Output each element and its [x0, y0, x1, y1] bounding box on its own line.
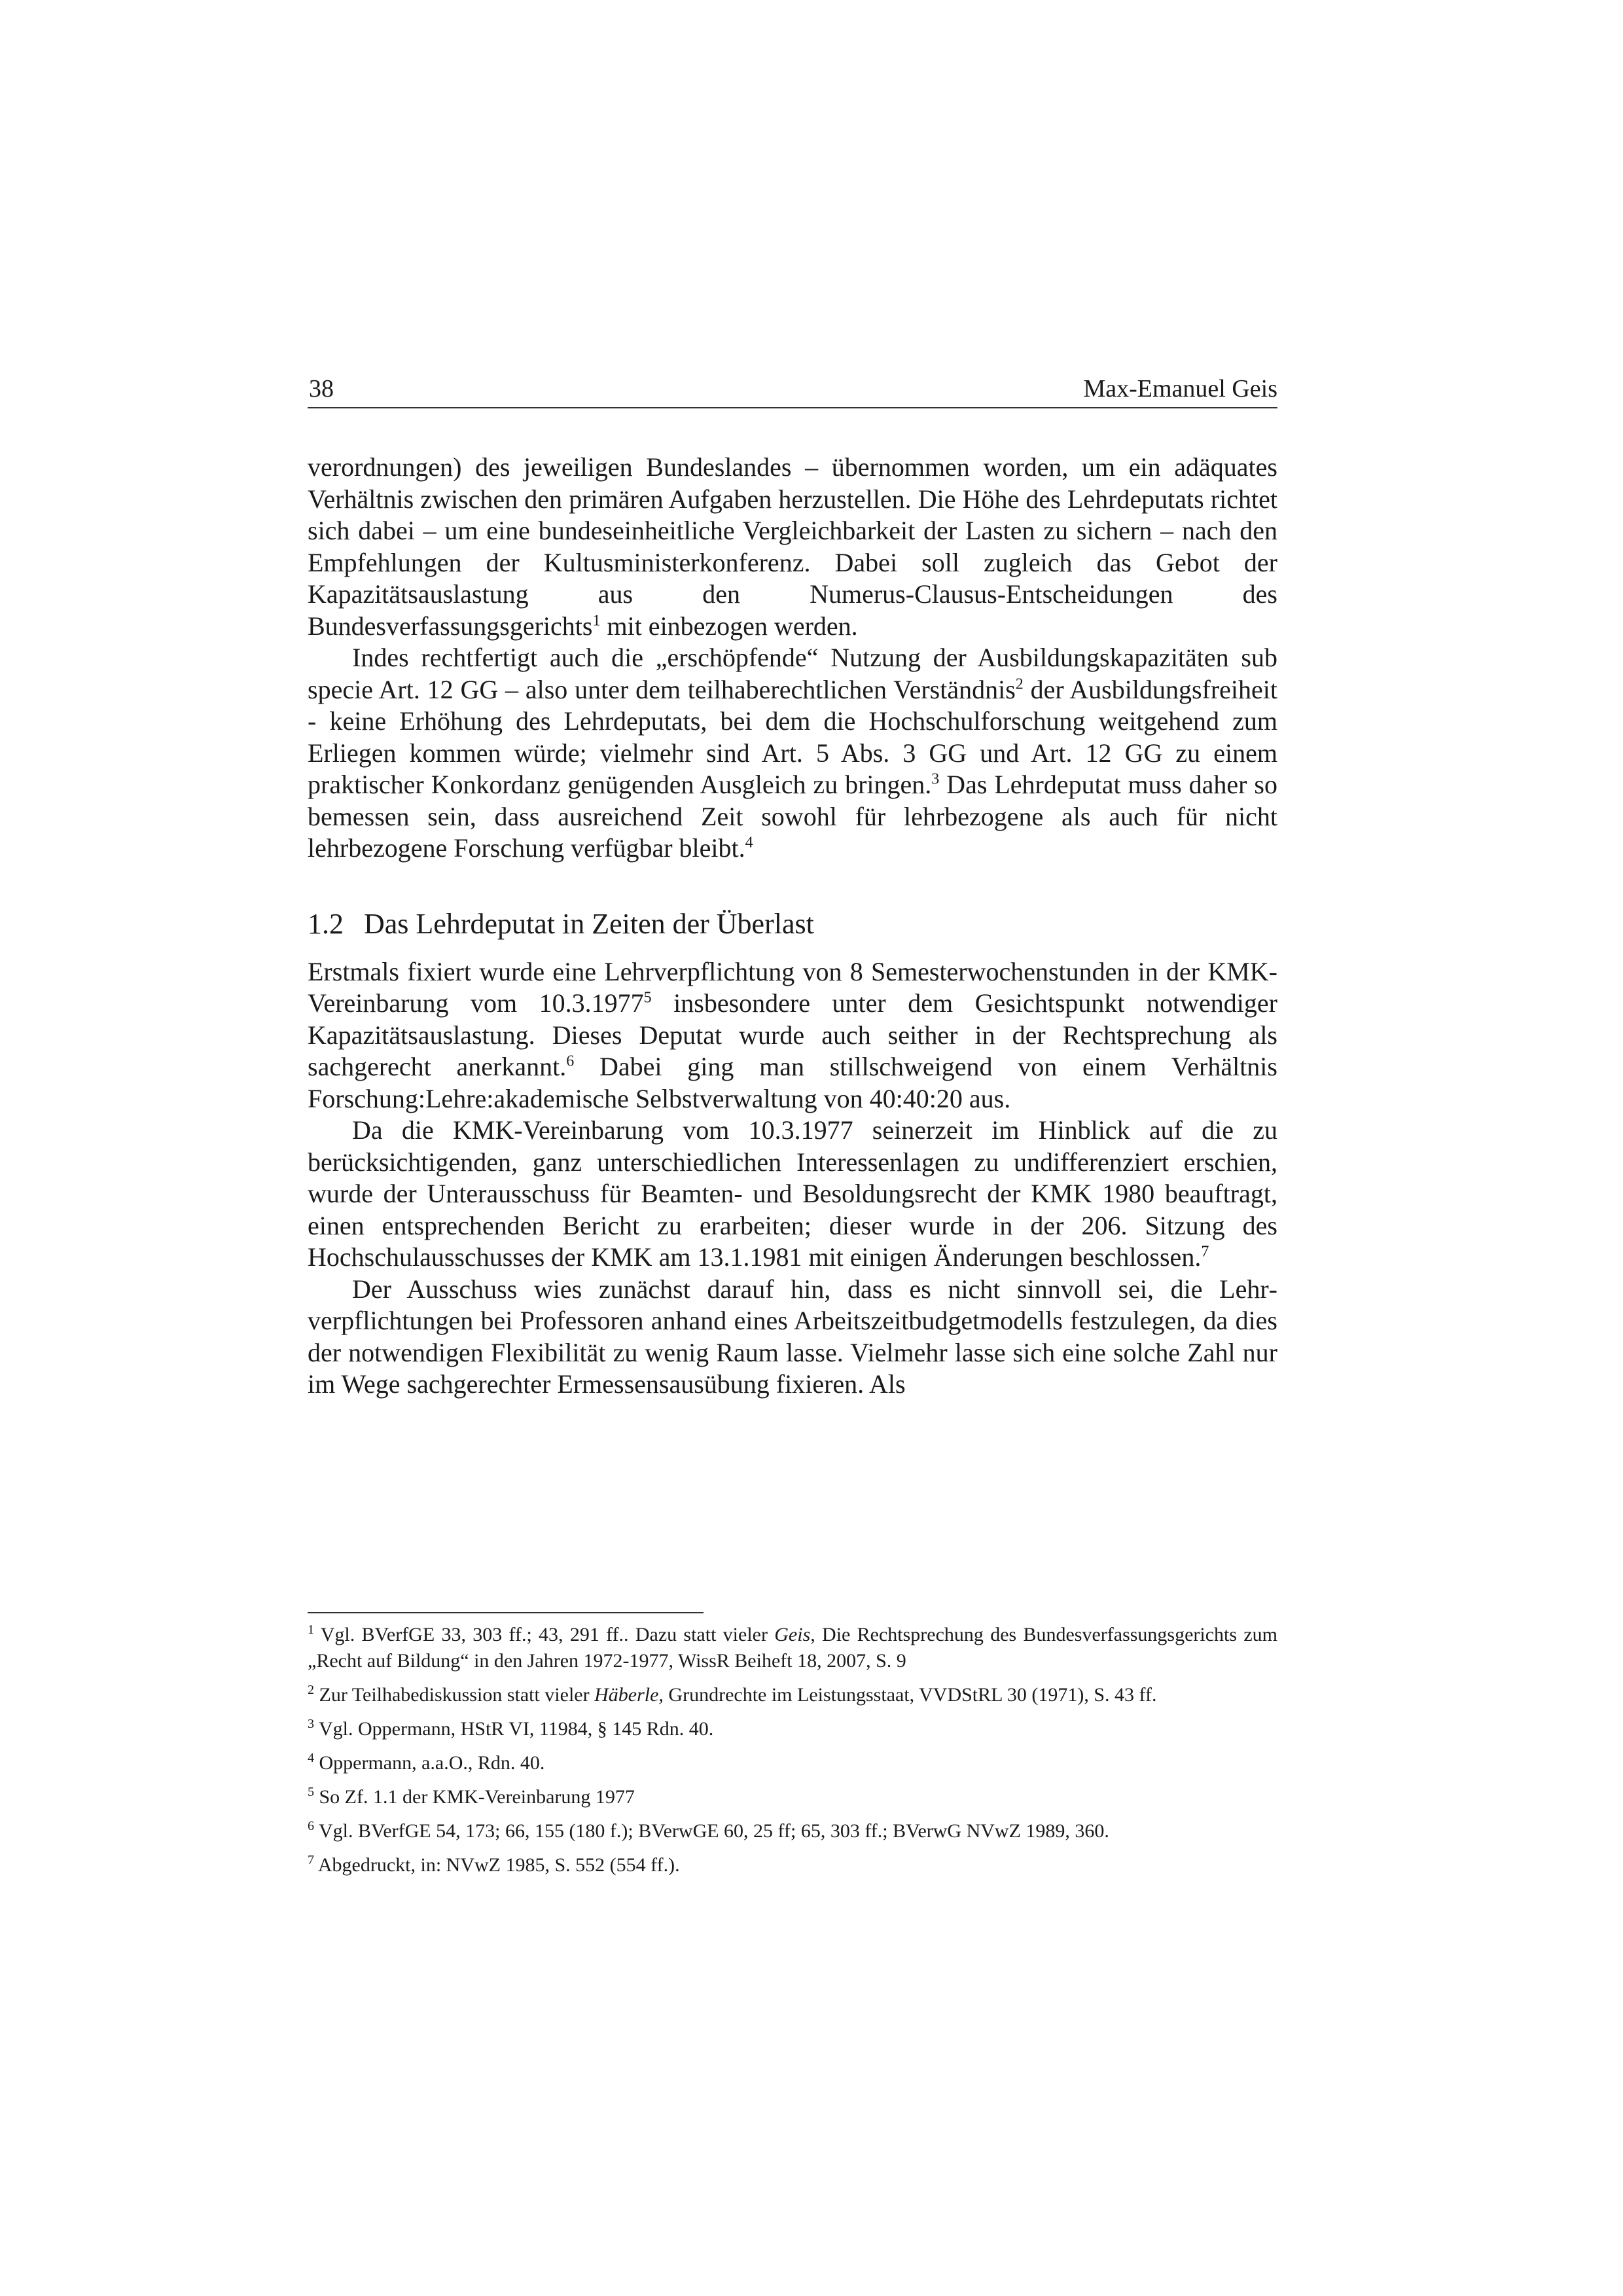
footnote-number: 2	[308, 1683, 314, 1697]
paragraph-2-text-c: Das Lehrdeputat muss daher so bemessen sein, dass ausreichend Zeit sowohl für lehrbezogene als auch für nicht lehrbezogene Forschung verfügbar bleibt.	[308, 770, 1277, 863]
footnote-number: 7	[308, 1853, 314, 1867]
footnote-number: 1	[308, 1623, 314, 1637]
paragraph-2-text-b: der Ausbildungsfreiheit - keine Erhöhung des Lehrdeputats, bei dem die Hochschulforschung weitgehend zum Erliegen kommen würde; vielmehr sind Art. 5 Abs. 3 GG und Art. 12 GG zu einem praktischer Konkordanz genügenden Ausgleich zu bringen.	[308, 674, 1277, 799]
footnote-divider	[308, 1612, 704, 1613]
footnote-emphasis: Geis	[774, 1624, 811, 1645]
section-heading	[308, 906, 1277, 942]
footnote-ref-6: 6	[566, 1052, 575, 1070]
paragraph-2-text-a: Indes rechtfertigt auch die „erschöpfende“ Nutzung der Ausbildungskapazitäten sub specie Art. 12 GG – also unter dem teilhaberechtlichen Verständnis	[308, 643, 1277, 704]
paragraph-5-text-a: Der Ausschuss wies zunächst darauf hin, dass es nicht sinnvoll sei, die Lehrverpflichtungen bei Professoren anhand eines Arbeitszeitbudgetmodells festzulegen, da dies der notwendigen Flexibilität zu wenig Raum lasse. Vielmehr lasse sich eine solche Zahl nur im Wege sachgerechter Ermessensausübung fixieren. Als	[308, 1274, 1277, 1399]
paragraph-3-text-a: Erstmals fixiert wurde eine Lehrverpflichtung von 8 Semesterwochenstunden in der KMK-Vereinbarung vom 10.3.1977	[308, 956, 1277, 1018]
paragraph-1	[308, 452, 1277, 642]
footnote-text: Oppermann, a.a.O., Rdn. 40.	[319, 1752, 545, 1774]
footnote	[308, 1750, 1277, 1776]
running-header	[308, 370, 1277, 408]
footnote	[308, 1716, 1277, 1742]
footnote-text: Grundrechte im Leistungsstaat, VVDStRL 30 (1971), S. 43 ff.	[663, 1684, 1157, 1706]
footnote-text: Abgedruckt, in: NVwZ 1985, S. 552 (554 ff.).	[317, 1854, 680, 1876]
footnote-text: So Zf. 1.1 der KMK-Vereinbarung 1977	[319, 1786, 635, 1808]
document-page	[308, 0, 1277, 2296]
footnote-text: , Die Rechtsprechung des Bundesverfassungsgerichts zum „Recht auf Bildung“ in den Jahren 1972-1977, WissR Beiheft 18, 2007, S. 9	[308, 1624, 1277, 1672]
paragraph-3-text-b: insbesondere unter dem Gesichtspunkt notwendiger Kapazitätsauslastung. Dieses Deputat wurde auch seither in der Rechtsprechung als sachgerecht anerkannt.	[308, 988, 1277, 1081]
footnote-ref-3: 3	[931, 770, 940, 788]
paragraph-1-text-b: mit einbezogen werden.	[600, 611, 858, 641]
paragraph-1-text-a: verordnungen) des jeweiligen Bundeslandes – übernommen worden, um ein adäquates Verhältnis zwischen den primären Aufgaben herzustellen. Die Höhe des Lehrdeputats richtet sich dabei – um eine bundeseinheitliche Vergleichbarkeit der Lasten zu sichern – nach den Empfehlungen der Kultusministerkonferenz. Dabei soll zugleich das Gebot der Kapazitätsauslastung aus den Numerus-Clausus-Entscheidungen des Bundesverfassungsgerichts	[308, 452, 1277, 641]
footnote	[308, 1622, 1277, 1674]
footnote	[308, 1784, 1277, 1810]
footnote-text: Vgl. BVerfGE 33, 303 ff.; 43, 291 ff.. Dazu statt vieler	[320, 1624, 775, 1645]
footnote-text: Vgl. Oppermann, HStR VI, 11984, § 145 Rdn. 40.	[318, 1718, 714, 1740]
footnote-ref-2: 2	[1015, 675, 1024, 693]
body-text	[308, 452, 1277, 1401]
footnote-ref-5: 5	[643, 989, 652, 1007]
footnote-ref-7: 7	[1201, 1243, 1209, 1261]
paragraph-4	[308, 1115, 1277, 1274]
running-header-author: Max-Emanuel Geis	[1083, 375, 1277, 403]
footnote	[308, 1818, 1277, 1844]
footnote-number: 5	[308, 1785, 314, 1799]
footnote	[308, 1682, 1277, 1708]
paragraph-2	[308, 642, 1277, 865]
footnote-number: 3	[308, 1717, 314, 1731]
paragraph-3-text-c: Dabei ging man stillschweigend von einem Verhältnis Forschung:Lehre:akademische Selbstverwaltung von 40:40:20 aus.	[308, 1052, 1277, 1113]
footnote-text: Zur Teilhabediskussion statt vieler	[319, 1684, 595, 1706]
footnote-text: Vgl. BVerfGE 54, 173; 66, 155 (180 f.); BVerwGE 60, 25 ff; 65, 303 ff.; BVerwG NVwZ 1989, 360.	[318, 1820, 1109, 1842]
footnote-emphasis: Häberle,	[594, 1684, 664, 1706]
paragraph-3	[308, 956, 1277, 1115]
footnotes	[308, 1622, 1277, 1886]
paragraph-4-text-a: Da die KMK-Vereinbarung vom 10.3.1977 seinerzeit im Hinblick auf die zu berücksichtigenden, ganz unterschiedlichen Interessenlagen zu undifferenziert erschien, wurde der Unterausschuss für Beamten- und Besoldungsrecht der KMK 1980 beauftragt, einen entsprechenden Bericht zu erarbeiten; dieser wurde in der 206. Sitzung des Hochschulausschusses der KMK am 13.1.1981 mit einigen Änderungen beschlossen.	[308, 1115, 1277, 1272]
paragraph-5	[308, 1274, 1277, 1401]
footnote-ref-4: 4	[745, 834, 753, 852]
footnote	[308, 1852, 1277, 1878]
section-title: Das Lehrdeputat in Zeiten der Überlast	[364, 907, 814, 940]
footnote-number: 4	[308, 1751, 314, 1765]
footnote-number: 6	[308, 1819, 314, 1833]
section-number: 1.2	[308, 907, 344, 940]
page-number: 38	[309, 375, 334, 403]
footnote-ref-1: 1	[592, 612, 601, 630]
